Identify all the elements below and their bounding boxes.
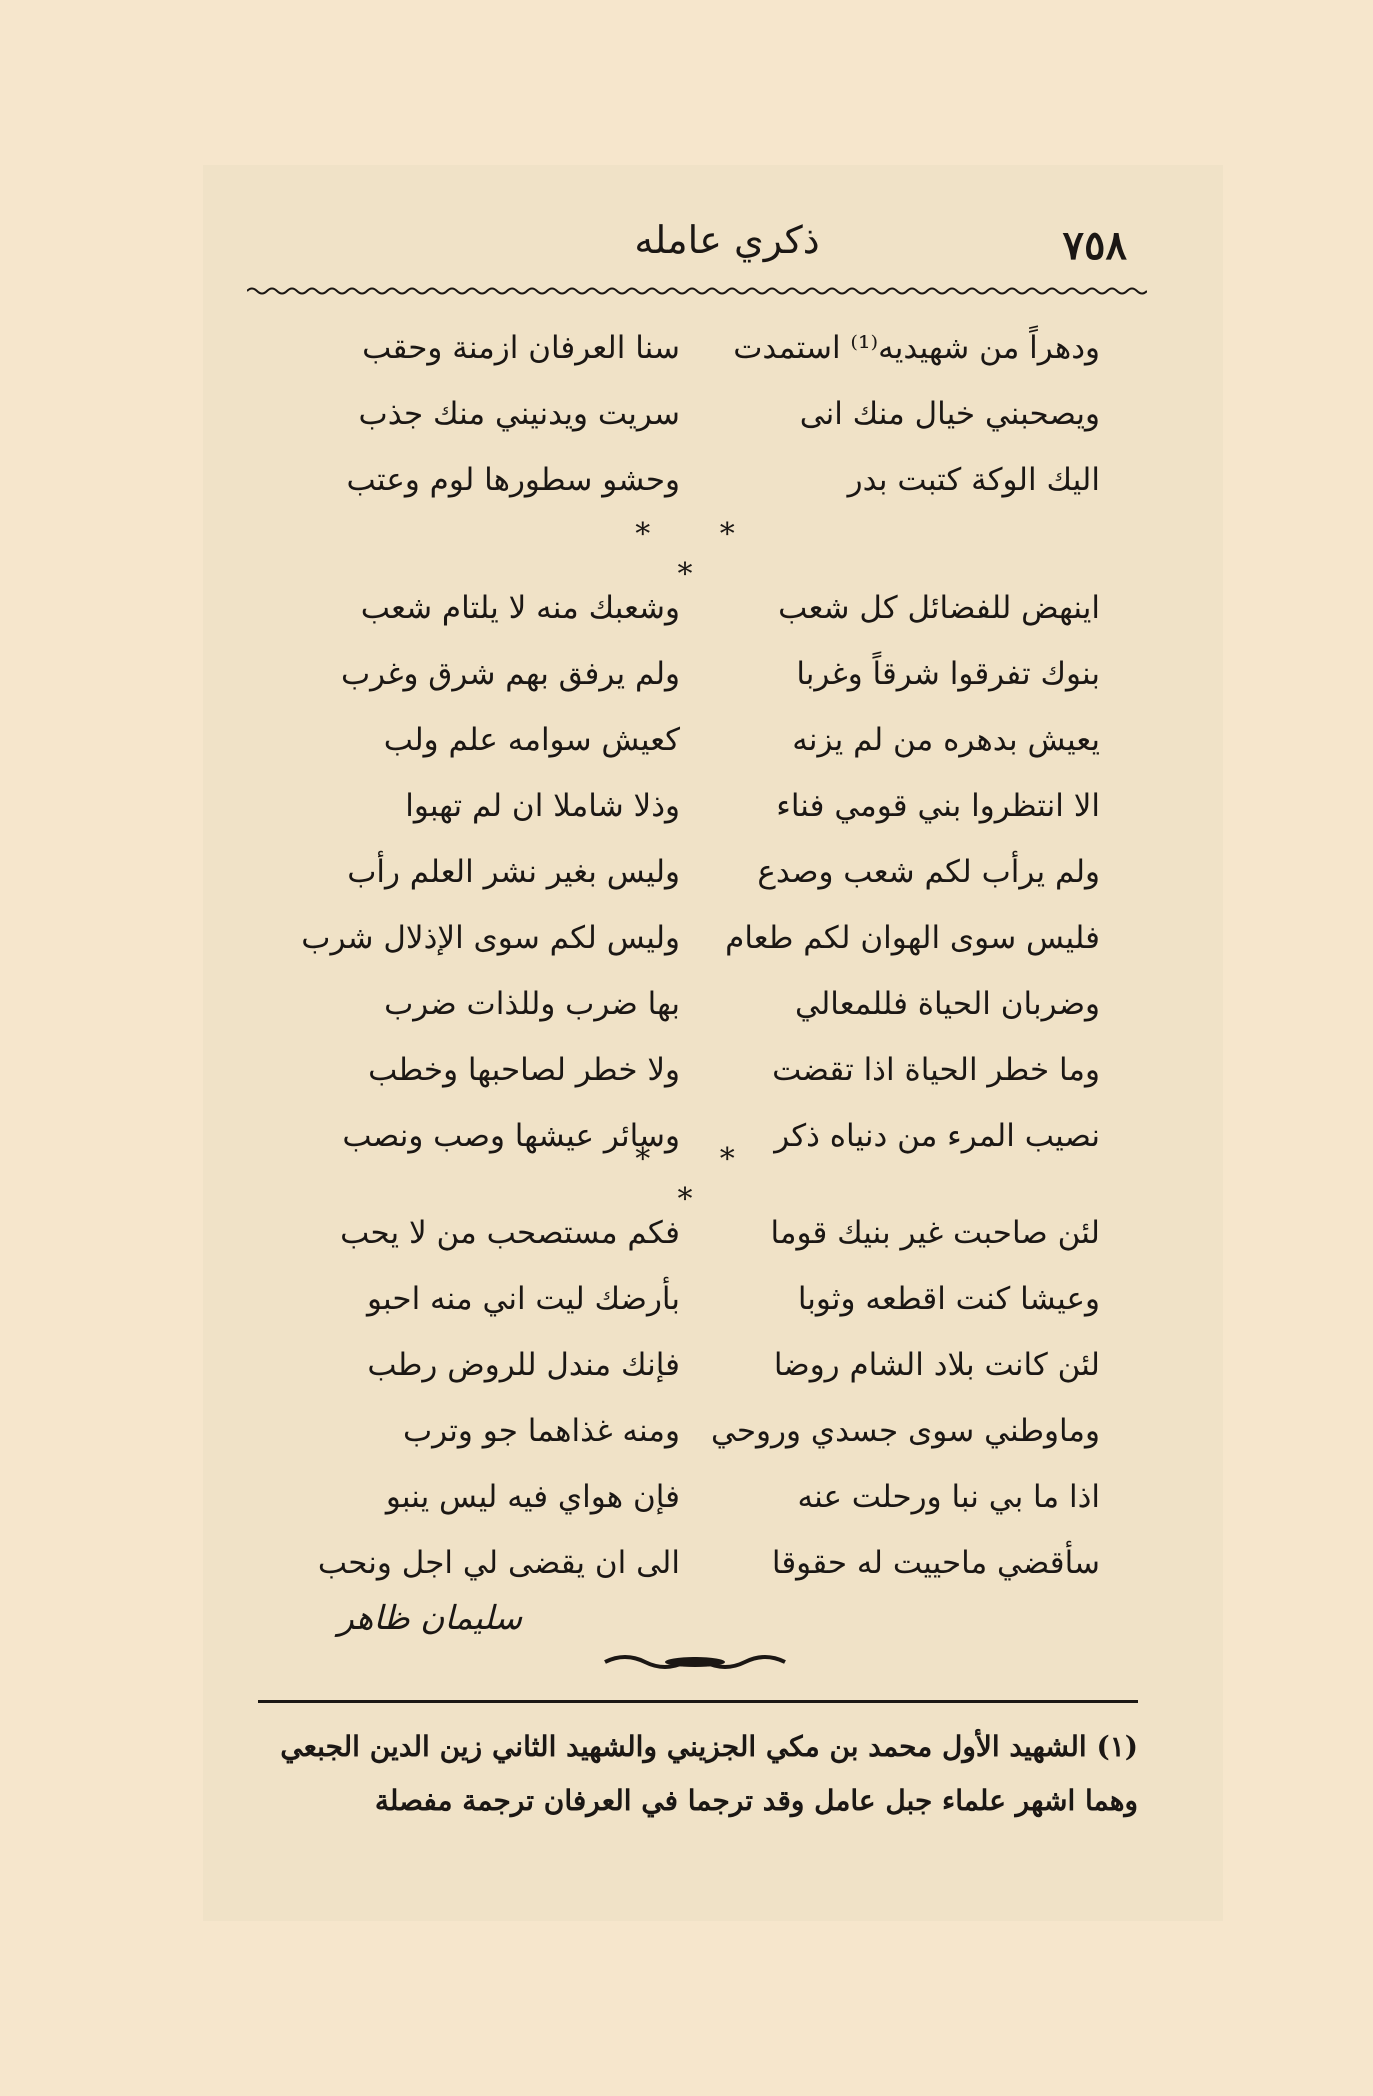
verse-first-hemistich: وماوطني سوى جسدي وروحي xyxy=(711,1413,1100,1449)
footnote-rule xyxy=(258,1700,1138,1707)
verse-line xyxy=(300,844,1100,900)
verse-first-hemistich: لئن كانت بلاد الشام روضا xyxy=(773,1347,1100,1383)
verse-second-hemistich: وذلا شاملا ان لم تهبوا xyxy=(405,788,680,824)
verse-second-hemistich: بها ضرب وللذات ضرب xyxy=(384,986,680,1022)
verse-first-hemistich: لئن صاحبت غير بنيك قوما xyxy=(770,1215,1100,1251)
verse-second-hemistich: فإنك مندل للروض رطب xyxy=(367,1347,680,1383)
verse-second-hemistich: الى ان يقضى لي اجل ونحب xyxy=(317,1545,680,1581)
verse-first-hemistich: ولم يرأب لكم شعب وصدع xyxy=(757,854,1100,890)
verse-second-hemistich: ولا خطر لصاحبها وخطب xyxy=(368,1052,680,1088)
verse-first-hemistich: نصيب المرء من دنياه ذكر xyxy=(774,1118,1100,1154)
running-title: ذكري عامله xyxy=(634,218,820,262)
verse-line xyxy=(300,1337,1100,1393)
verse-line xyxy=(300,1403,1100,1459)
stanza-separator: * * * xyxy=(635,517,765,592)
page-number: ٧٥٨ xyxy=(1062,222,1127,269)
ornament-divider xyxy=(600,1652,790,1672)
verse-first-hemistich: الا انتظروا بني قومي فناء xyxy=(776,788,1100,824)
verse-line xyxy=(300,320,1100,376)
verse-second-hemistich: وشعبك منه لا يلتام شعب xyxy=(360,590,680,626)
verse-line xyxy=(300,580,1100,636)
verse-first-hemistich: وما خطر الحياة اذا تقضت xyxy=(772,1052,1100,1088)
verse-second-hemistich: ومنه غذاهما جو وترب xyxy=(403,1413,680,1449)
verse-line xyxy=(300,910,1100,966)
verse-first-hemistich: وضربان الحياة فللمعالي xyxy=(794,986,1100,1022)
verse-first-hemistich: يعيش بدهره من لم يزنه xyxy=(792,722,1100,758)
verse-second-hemistich: وليس لكم سوى الإذلال شرب xyxy=(301,920,680,956)
verse-second-hemistich: سنا العرفان ازمنة وحقب xyxy=(362,330,680,366)
verse-second-hemistich: ولم يرفق بهم شرق وغرب xyxy=(340,656,680,692)
verse-first-hemistich: اليك الوكة كتبت بدر xyxy=(847,462,1100,498)
verse-second-hemistich: فكم مستصحب من لا يحب xyxy=(340,1215,680,1251)
stanza-separator: * * * xyxy=(635,1142,765,1217)
signature: سليمان ظاهر xyxy=(337,1598,523,1637)
page-header xyxy=(247,200,1147,280)
verse-line xyxy=(300,452,1100,508)
verse-line xyxy=(300,976,1100,1032)
verse-second-hemistich: وليس بغير نشر العلم رأب xyxy=(347,854,680,890)
verse-second-hemistich: وسائر عيشها وصب ونصب xyxy=(342,1118,680,1154)
verse-line xyxy=(300,1271,1100,1327)
verse-line xyxy=(300,712,1100,768)
verse-line xyxy=(300,386,1100,442)
verse-first-hemistich: ودهراً من شهيديه⁽¹⁾ استمدت xyxy=(733,330,1100,366)
verse-first-hemistich: فليس سوى الهوان لكم طعام xyxy=(725,920,1100,956)
footnote-line-1: (١) الشهيد الأول محمد بن مكي الجزيني والشهيد الثاني زين الدين الجبعي xyxy=(280,1730,1138,1763)
verse-second-hemistich: وحشو سطورها لوم وعتب xyxy=(346,462,680,498)
verse-first-hemistich: وعيشا كنت اقطعه وثوبا xyxy=(797,1281,1100,1317)
verse-line xyxy=(300,1469,1100,1525)
verse-first-hemistich: ويصحبني خيال منك انى xyxy=(799,396,1100,432)
wavy-header-rule xyxy=(247,286,1147,296)
footnote-line-2: وهما اشهر علماء جبل عامل وقد ترجما في العرفان ترجمة مفصلة xyxy=(374,1784,1138,1817)
verse-second-hemistich: بأرضك ليت اني منه احبو xyxy=(367,1281,680,1317)
verse-second-hemistich: كعيش سوامه علم ولب xyxy=(383,722,680,758)
verse-first-hemistich: بنوك تفرقوا شرقاً وغربا xyxy=(796,656,1100,692)
verse-first-hemistich: اذا ما بي نبا ورحلت عنه xyxy=(797,1479,1100,1515)
verse-first-hemistich: اينهض للفضائل كل شعب xyxy=(778,590,1100,626)
verse-line xyxy=(300,1042,1100,1098)
verse-line xyxy=(300,1205,1100,1261)
verse-first-hemistich: سأقضي ماحييت له حقوقا xyxy=(771,1545,1100,1581)
verse-line xyxy=(300,778,1100,834)
verse-second-hemistich: سريت ويدنيني منك جذب xyxy=(358,396,680,432)
verse-second-hemistich: فإن هواي فيه ليس ينبو xyxy=(385,1479,680,1515)
verse-line xyxy=(300,646,1100,702)
verse-line xyxy=(300,1535,1100,1591)
